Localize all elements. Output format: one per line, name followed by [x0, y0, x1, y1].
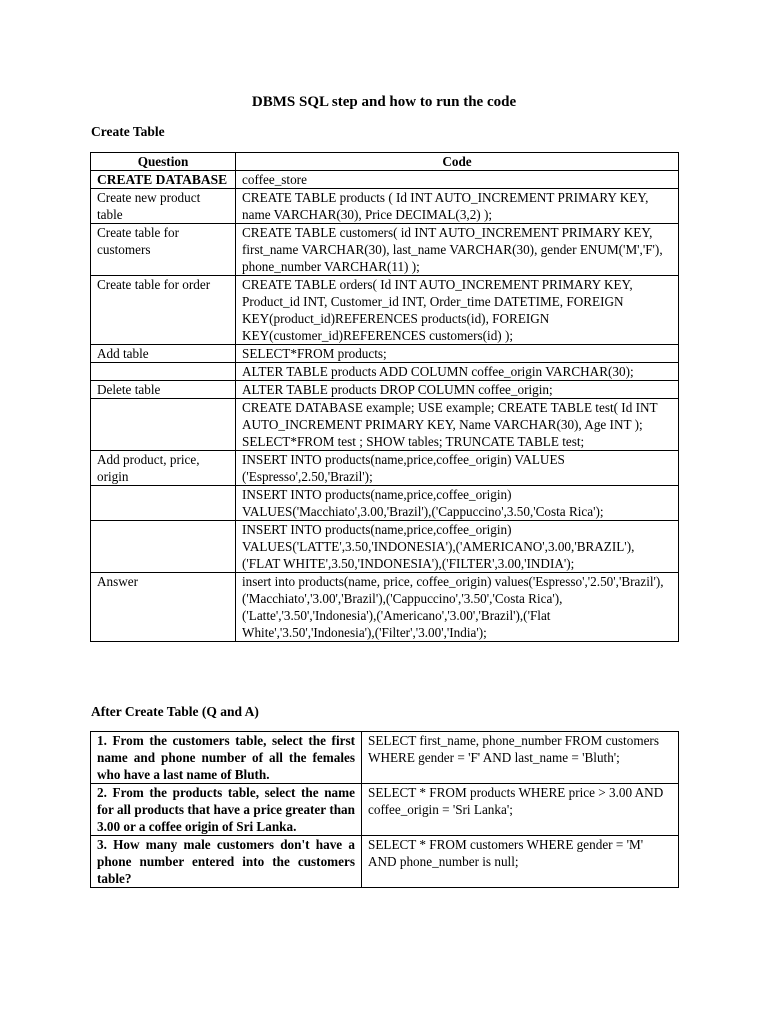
question-cell [91, 399, 236, 451]
table-row [91, 363, 679, 381]
question-cell [91, 486, 236, 521]
table-header-row [91, 153, 679, 171]
question-cell: Add table [91, 345, 236, 363]
table-row [91, 521, 679, 573]
code-cell: CREATE TABLE customers( id INT AUTO_INCREMENT PRIMARY KEY, first_name VARCHAR(30), last_name VARCHAR(30), gender ENUM('M','F'), phone_number VARCHAR(11) ); [236, 224, 679, 276]
question-cell [91, 521, 236, 573]
code-cell: INSERT INTO products(name,price,coffee_origin) VALUES('Macchiato',3.00,'Brazil'),('Cappuccino',3.50,'Costa Rica'); [236, 486, 679, 521]
table-row [91, 224, 679, 276]
code-cell: ALTER TABLE products DROP COLUMN coffee_origin; [236, 381, 679, 399]
question-cell: 2. From the products table, select the name for all products that have a price greater than 3.00 or a coffee origin of Sri Lanka. [91, 784, 362, 836]
answer-cell: SELECT * FROM products WHERE price > 3.00 AND coffee_origin = 'Sri Lanka'; [362, 784, 679, 836]
table-row [91, 276, 679, 345]
table-row [91, 381, 679, 399]
column-header-question: Question [91, 153, 236, 171]
question-cell: Create new product table [91, 189, 236, 224]
table-row [91, 486, 679, 521]
answer-cell: SELECT first_name, phone_number FROM customers WHERE gender = 'F' AND last_name = 'Bluth'; [362, 732, 679, 784]
qa-table [90, 731, 679, 888]
code-cell: ALTER TABLE products ADD COLUMN coffee_origin VARCHAR(30); [236, 363, 679, 381]
table-row [91, 171, 679, 189]
question-cell: 1. From the customers table, select the first name and phone number of all the females who have a last name of Bluth. [91, 732, 362, 784]
question-cell: Create table for order [91, 276, 236, 345]
section-heading-qa: After Create Table (Q and A) [91, 704, 259, 719]
code-cell: INSERT INTO products(name,price,coffee_origin) VALUES ('Espresso',2.50,'Brazil'); [236, 451, 679, 486]
table-row [91, 345, 679, 363]
question-cell: Create table for customers [91, 224, 236, 276]
table-row [91, 784, 679, 836]
code-cell: CREATE DATABASE example; USE example; CREATE TABLE test( Id INT AUTO_INCREMENT PRIMARY KEY, Name VARCHAR(30), Age INT ); SELECT*FROM test ; SHOW tables; TRUNCATE TABLE test; [236, 399, 679, 451]
code-cell: coffee_store [236, 171, 679, 189]
create-table-table [90, 152, 679, 642]
answer-cell: SELECT * FROM customers WHERE gender = 'M' AND phone_number is null; [362, 836, 679, 888]
question-cell: CREATE DATABASE [91, 171, 236, 189]
section-heading-create-table: Create Table [91, 124, 165, 139]
page-title: DBMS SQL step and how to run the code [251, 94, 517, 110]
table-row [91, 573, 679, 642]
table-row [91, 189, 679, 224]
code-cell: SELECT*FROM products; [236, 345, 679, 363]
table-row [91, 836, 679, 888]
question-cell: 3. How many male customers don't have a phone number entered into the customers table? [91, 836, 362, 888]
table-row [91, 732, 679, 784]
code-cell: CREATE TABLE orders( Id INT AUTO_INCREMENT PRIMARY KEY, Product_id INT, Customer_id INT, Order_time DATETIME, FOREIGN KEY(product_id)REFERENCES products(id), FOREIGN KEY(customer_id)REFERENCES customers(id) ); [236, 276, 679, 345]
question-cell: Answer [91, 573, 236, 642]
table-row [91, 399, 679, 451]
question-cell: Delete table [91, 381, 236, 399]
table-row [91, 451, 679, 486]
code-cell: insert into products(name, price, coffee_origin) values('Espresso','2.50','Brazil'),('Macchiato','3.00','Brazil'),('Cappuccino','3.50','Costa Rica'),('Latte','3.50','Indonesia'),('Americano','3.00','Brazil'),('Flat White','3.50','Indonesia'),('Filter','3.00','India'); [236, 573, 679, 642]
code-cell: INSERT INTO products(name,price,coffee_origin) VALUES('LATTE',3.50,'INDONESIA'),('AMERICANO',3.00,'BRAZIL'),('FLAT WHITE',3.50,'INDONESIA'),('FILTER',3.00,'INDIA'); [236, 521, 679, 573]
question-cell [91, 363, 236, 381]
column-header-code: Code [236, 153, 679, 171]
question-cell: Add product, price, origin [91, 451, 236, 486]
code-cell: CREATE TABLE products ( Id INT AUTO_INCREMENT PRIMARY KEY, name VARCHAR(30), Price DECIMAL(3,2) ); [236, 189, 679, 224]
